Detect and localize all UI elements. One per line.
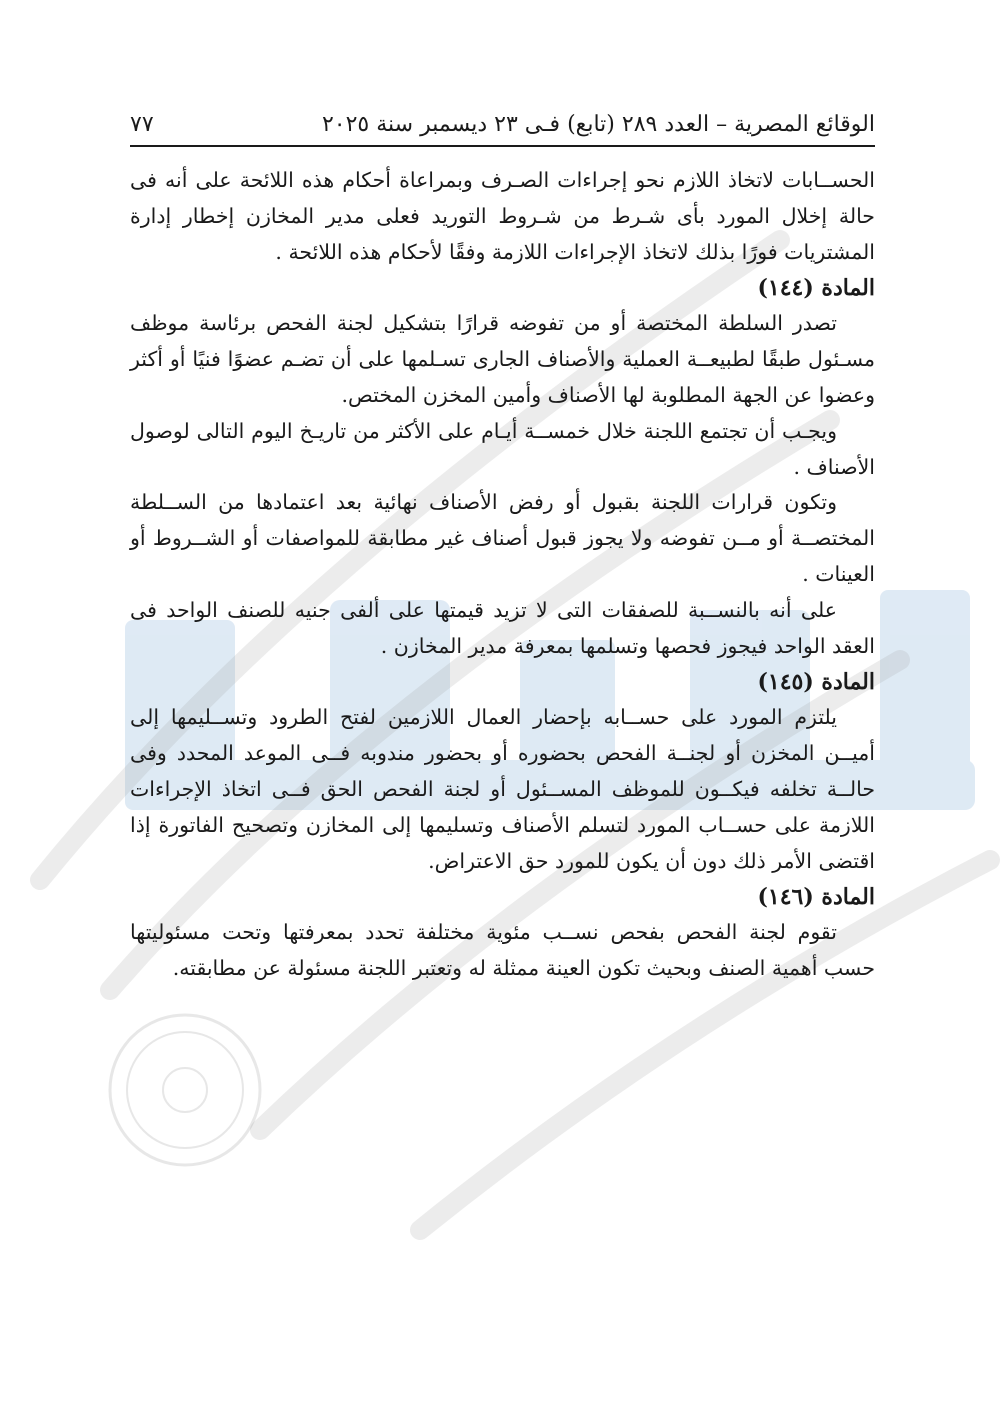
article-title: المادة (١٤٤) <box>757 275 875 302</box>
article-paragraph: تقوم لجنة الفحص بفحص نســب مئوية مختلفة تحدد بمعرفتها وتحت مسئوليتها حسب أهمية الصنف وبحيث تكون العينة ممثلة له وتعتبر اللجنة مسئولة عن مطابقته. <box>130 920 875 981</box>
header-title: الوقائع المصرية – العدد ٢٨٩ (تابع) فـى ٢٣ ديسمبر سنة ٢٠٢٥ <box>321 112 875 137</box>
article-146 <box>130 879 875 987</box>
article-title: المادة (١٤٦) <box>757 884 875 911</box>
article-145 <box>130 664 875 879</box>
article-144 <box>130 270 875 664</box>
intro-paragraph: الحســابات لاتخاذ اللازم نحو إجراءات الصـرف وبمراعاة أحكام هذه اللائحة على أنه فى حالة إخلال المورد بأى شـرط من شـروط التوريد فعلى مدير المخازن إخطار إدارة المشتريات فورًا بذلك لاتخاذ الإجراءات اللازمة وفقًا لأحكام هذه اللائحة . <box>130 168 875 264</box>
article-paragraph: ويجـب أن تجتمع اللجنة خلال خمســة أيـام على الأكثر من تاريـخ اليوم التالى لوصول الأصناف . <box>130 418 875 479</box>
document-page <box>130 112 875 987</box>
article-title: المادة (١٤٥) <box>757 669 875 696</box>
article-paragraph: وتكون قرارات اللجنة بقبول أو رفض الأصناف نهائية بعد اعتمادها من الســلطة المختصــة أو مــن تفوضه ولا يجوز قبول أصناف غير مطابقة للمواصفات أو الشــروط أو العينات . <box>130 490 875 586</box>
document-body <box>130 163 875 987</box>
gazette-header <box>130 112 875 147</box>
page-number: ٧٧ <box>130 112 154 137</box>
article-paragraph: على أنه بالنســبة للصفقات التى لا تزيد قيمتها على ألفى جنيه للصنف الواحد فى العقد الواحد فيجوز فحصها وتسلمها بمعرفة مدير المخازن . <box>130 597 875 658</box>
article-paragraph: يلتزم المورد على حســابه بإحضار العمال اللازمين لفتح الطرود وتســليمها إلى أميــن المخزن أو لجنــة الفحص بحضوره أو بحضور مندوبه فــى الموعد المحدد وفى حالــة تخلفه فيكــون للموظف المســئول أو لجنة الفحص الحق فــى اتخاذ الإجراءات اللازمة على حســاب المورد لتسلم الأصناف وتسليمها إلى المخازن وتصحيح الفاتورة إذا اقتضى الأمر ذلك دون أن يكون للمورد حق الاعتراض. <box>130 705 875 873</box>
article-paragraph: تصدر السلطة المختصة أو من تفوضه قرارًا بتشكيل لجنة الفحص برئاسة موظف مسـئول طبقًا لطبيعــة العملية والأصناف الجارى تسـلمها على أن تضـم عضوًا فنيًا أو أكثر وعضوا عن الجهة المطلوبة لها الأصناف وأمين المخزن المختص. <box>130 311 875 407</box>
